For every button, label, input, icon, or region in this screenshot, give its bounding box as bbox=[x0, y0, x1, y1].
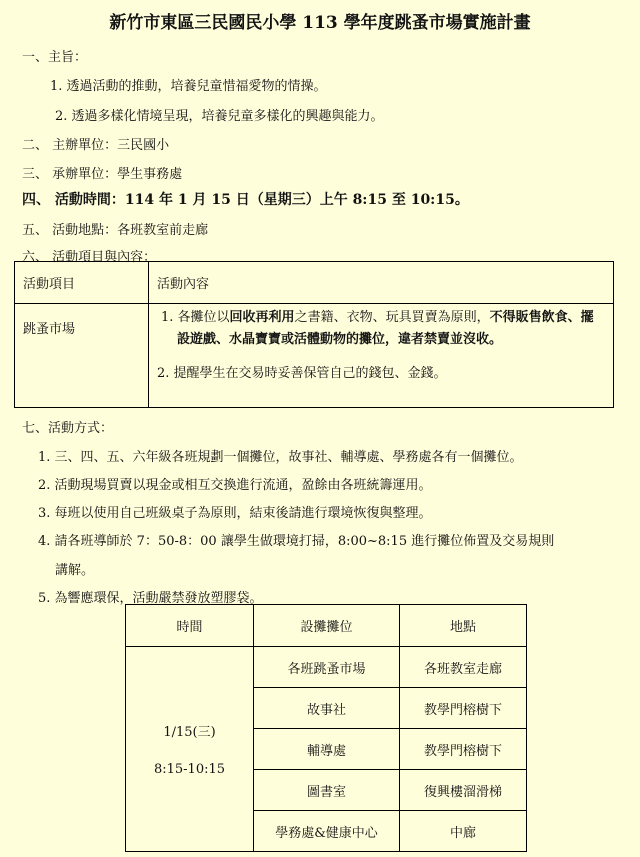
booth-location: 各班教室走廊 bbox=[400, 647, 527, 688]
schedule-table bbox=[125, 604, 527, 852]
section-activity-location: 五、 活動地點：各班教室前走廊 bbox=[22, 223, 209, 238]
booth-location: 教學門榕樹下 bbox=[400, 729, 527, 770]
section-activity-time: 四、 活動時間：114 年 1 月 15 日（星期三）上午 8:15 至 10:15。 bbox=[22, 192, 469, 208]
booth-location: 教學門榕樹下 bbox=[400, 688, 527, 729]
page-title: 新竹市東區三民國民小學 113 學年度跳蚤市場實施計畫 bbox=[109, 13, 531, 33]
method-item-2: 2. 活動現場買賣以現金或相互交換進行流通，盈餘由各班統籌運用。 bbox=[38, 478, 432, 493]
booth-name: 故事社 bbox=[254, 688, 400, 729]
table1-row-item: 跳蚤市場 bbox=[15, 304, 149, 408]
booth-name: 學務處&健康中心 bbox=[254, 811, 400, 852]
table2-time-cell bbox=[126, 647, 254, 852]
booth-name: 各班跳蚤市場 bbox=[254, 647, 400, 688]
section-purpose-label: 一、主旨： bbox=[22, 50, 88, 65]
booth-location: 中廊 bbox=[400, 811, 527, 852]
section-co-organizer: 三、 承辦單位：學生事務處 bbox=[22, 167, 183, 182]
purpose-item-2: 2. 透過多樣化情境呈現，培養兒童多樣化的興趣與能力。 bbox=[55, 109, 384, 124]
method-item-4: 4. 請各班導師於 7：50-8：00 讓學生做環境打掃，8:00~8:15 進行攤位佈置及交易規則 bbox=[38, 534, 555, 549]
table1-row-content bbox=[149, 304, 614, 408]
booth-location: 復興樓溜滑梯 bbox=[400, 770, 527, 811]
purpose-item-1: 1. 透過活動的推動，培養兒童惜福愛物的情操。 bbox=[50, 79, 327, 94]
method-item-1: 1. 三、四、五、六年級各班規劃一個攤位，故事社、輔導處、學務處各有一個攤位。 bbox=[38, 450, 523, 465]
method-item-5: 5. 為響應環保，活動嚴禁發放塑膠袋。 bbox=[38, 591, 263, 606]
method-item-3: 3. 每班以使用自己班級桌子為原則，結束後請進行環境恢復與整理。 bbox=[38, 506, 432, 521]
section-organizer: 二、 主辦單位：三民國小 bbox=[22, 138, 170, 153]
booth-name: 輔導處 bbox=[254, 729, 400, 770]
table2-head-time: 時間 bbox=[126, 605, 254, 647]
schedule-time: 8:15-10:15 bbox=[153, 762, 226, 777]
activity-content-table bbox=[14, 261, 614, 408]
method-item-4-cont: 講解。 bbox=[55, 563, 95, 578]
section-activity-items-label: 六、 活動項目與內容： bbox=[22, 250, 157, 265]
table2-head-booth: 設攤攤位 bbox=[254, 605, 400, 647]
section-methods-label: 七、活動方式： bbox=[22, 421, 114, 436]
content-rule-2: 2. 提醒學生在交易時妥善保管自己的錢包、金錢。 bbox=[157, 366, 447, 381]
booth-name: 圖書室 bbox=[254, 770, 400, 811]
table2-head-location: 地點 bbox=[400, 605, 527, 647]
table1-head-item: 活動項目 bbox=[15, 262, 149, 304]
schedule-date: 1/15(三) bbox=[163, 725, 216, 740]
table1-head-content: 活動內容 bbox=[149, 262, 614, 304]
content-rule-1: 1. 各攤位以回收再利用之書籍、衣物、玩具買賣為原則，不得販售飲食、擺設遊戲、水晶寶寶或活體動物的攤位，違者禁賣並沒收。 bbox=[161, 310, 594, 347]
